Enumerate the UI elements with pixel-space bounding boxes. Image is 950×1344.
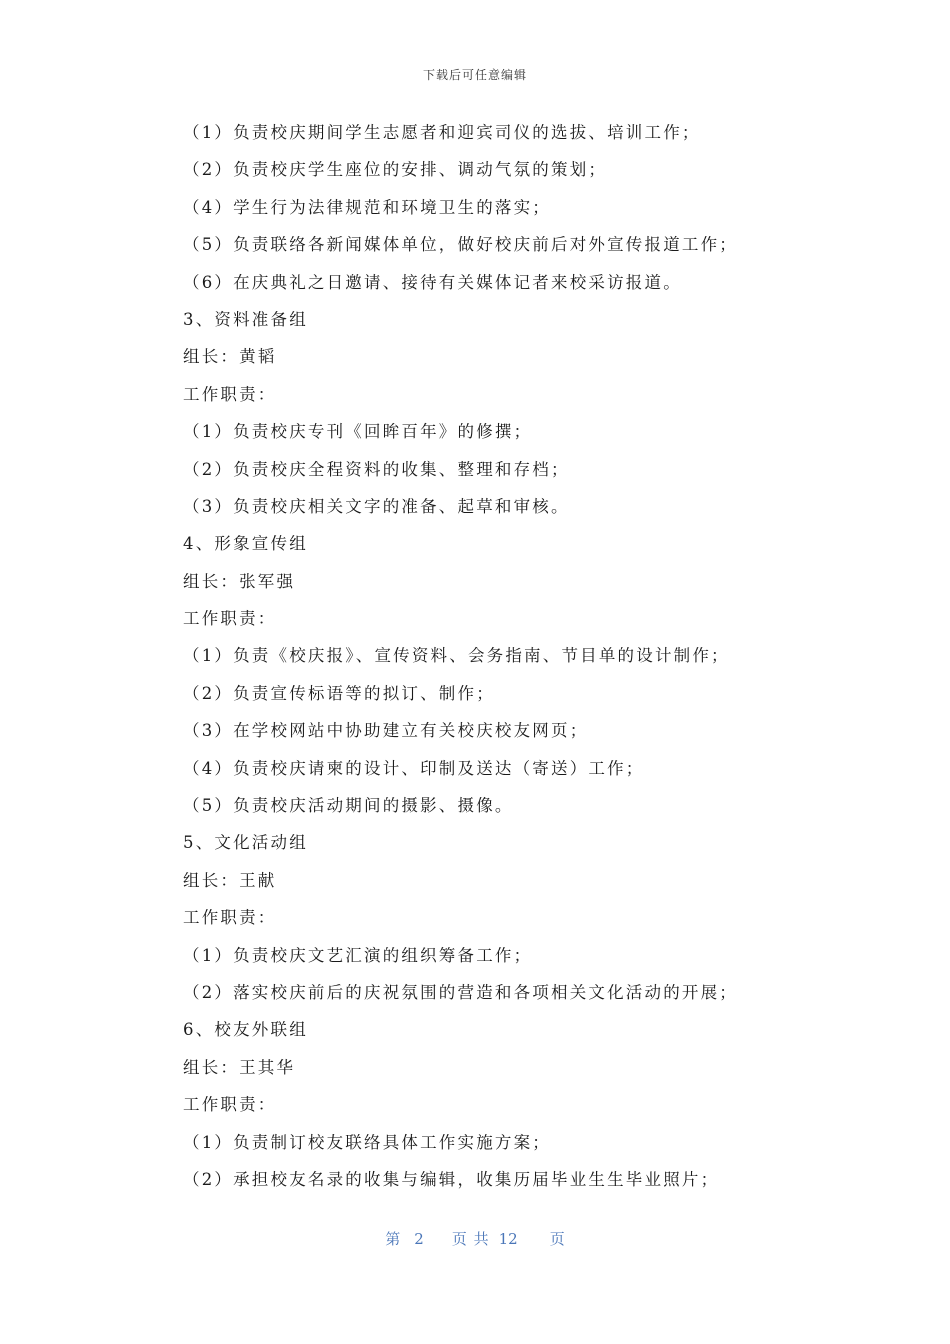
section-heading: 3、资料准备组: [183, 309, 308, 329]
text-line: （2）负责校庆全程资料的收集、整理和存档；: [183, 459, 570, 479]
text-line: （1）负责校庆文艺汇演的组织筹备工作；: [183, 945, 533, 965]
page-footer: [0, 1228, 950, 1249]
text-line: （5）负责联络各新闻媒体单位，做好校庆前后对外宣传报道工作；: [183, 235, 738, 255]
text-line: （1）负责校庆期间学生志愿者和迎宾司仪的选拔、培训工作；: [183, 123, 701, 142]
footer-suffix: 页: [549, 1230, 565, 1248]
text-line: （4）学生行为法律规范和环境卫生的落实；: [183, 197, 551, 217]
group-leader: 组长：黄韬: [183, 347, 277, 367]
text-line: （1）负责《校庆报》、宣传资料、会务指南、节目单的设计制作；: [183, 646, 730, 666]
footer-middle: 页 共: [451, 1230, 489, 1248]
duties-label: 工作职责：: [183, 1095, 277, 1115]
text-line: （1）负责校庆专刊《回眸百年》的修撰；: [183, 422, 533, 442]
footer-page-number: 2: [414, 1230, 424, 1248]
text-line: （4）负责校庆请柬的设计、印制及送达（寄送）工作；: [183, 758, 645, 778]
text-line: （6）在庆典礼之日邀请、接待有关媒体记者来校采访报道。: [183, 272, 682, 292]
header-text: 下载后可任意编辑: [422, 68, 527, 82]
footer-prefix: 第: [385, 1230, 401, 1248]
text-line: （2）落实校庆前后的庆祝氛围的营造和各项相关文化活动的开展；: [183, 982, 738, 1002]
group-leader: 组长：王其华: [183, 1057, 296, 1077]
section-heading: 5、文化活动组: [183, 833, 308, 853]
footer-total-pages: 12: [498, 1230, 518, 1248]
document-body: [183, 114, 783, 1198]
text-line: （5）负责校庆活动期间的摄影、摄像。: [183, 796, 514, 816]
group-leader: 组长：王献: [183, 870, 277, 890]
duties-label: 工作职责：: [183, 384, 277, 404]
section-heading: 4、形象宣传组: [183, 534, 308, 554]
section-heading: 6、校友外联组: [183, 1020, 308, 1040]
text-line: （2）负责校庆学生座位的安排、调动气氛的策划；: [183, 160, 608, 180]
page-header: [0, 66, 950, 83]
group-leader: 组长：张军强: [183, 571, 296, 591]
text-line: （3）负责校庆相关文字的准备、起草和审核。: [183, 496, 570, 516]
text-line: （1）负责制订校友联络具体工作实施方案；: [183, 1132, 551, 1152]
text-line: （2）承担校友名录的收集与编辑，收集历届毕业生生毕业照片；: [183, 1169, 720, 1189]
text-line: （2）负责宣传标语等的拟订、制作；: [183, 683, 495, 703]
text-line: （3）在学校网站中协助建立有关校庆校友网页；: [183, 721, 589, 741]
duties-label: 工作职责：: [183, 609, 277, 629]
duties-label: 工作职责：: [183, 908, 277, 928]
